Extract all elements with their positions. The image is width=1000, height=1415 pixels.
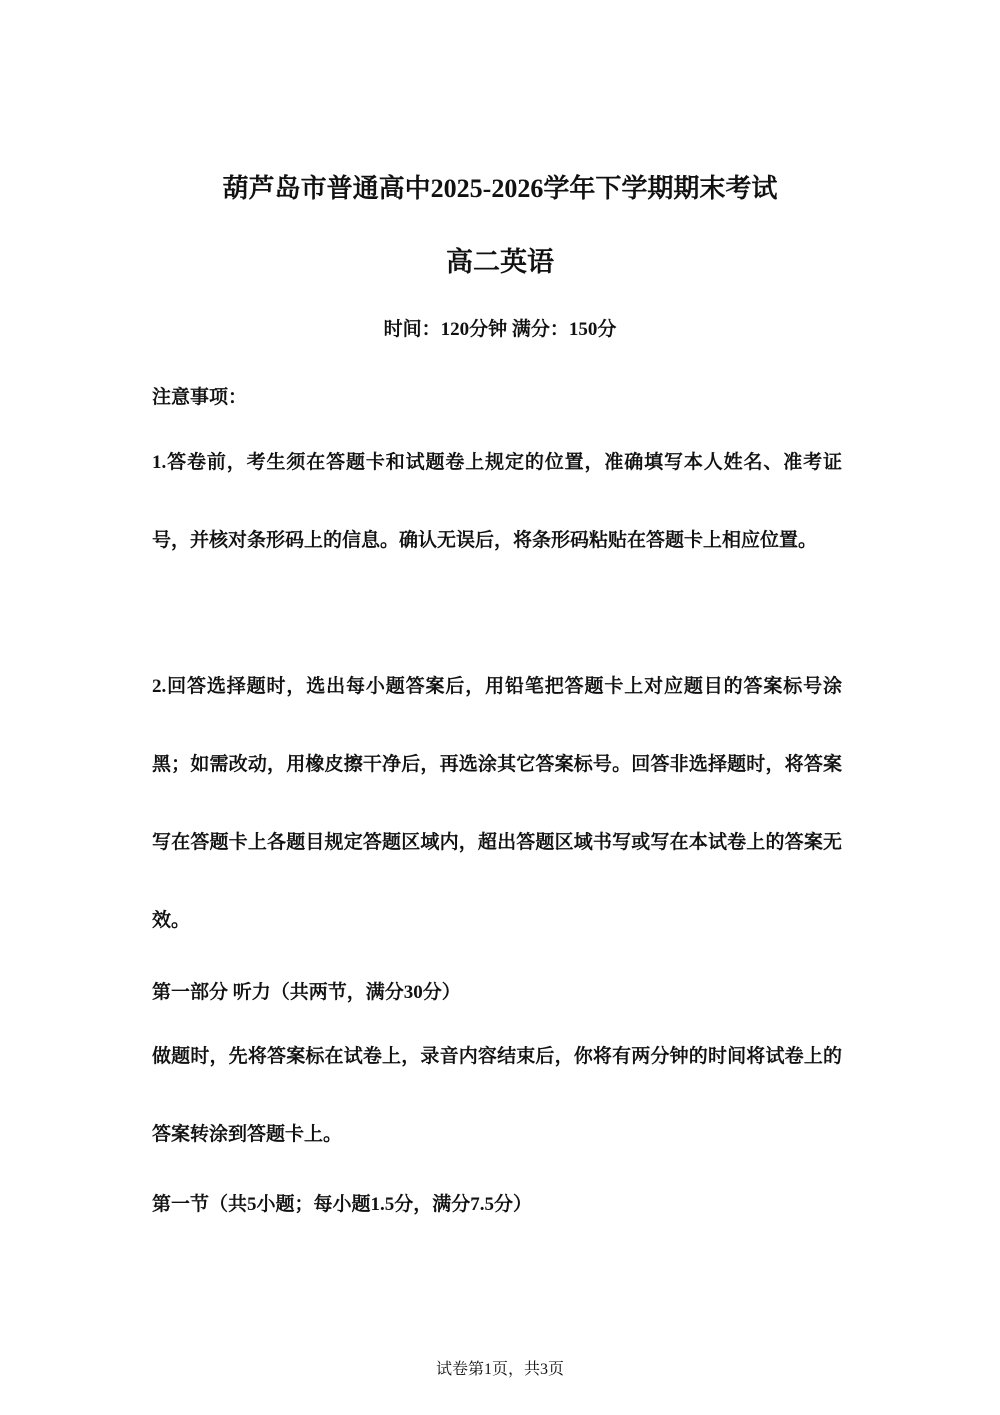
exam-subject: 高二英语 xyxy=(446,247,554,277)
section-1-part-1-heading: 第一节（共5小题；每小题1.5分，满分7.5分） xyxy=(152,1194,533,1215)
section-1-instructions: 做题时，先将答案标在试卷上，录音内容结束后，你将有两分钟的时间将试卷上的答案转涂到答题卡上。 xyxy=(152,1046,842,1145)
exam-time-score: 时间：120分钟 满分：150分 xyxy=(383,319,617,340)
notes-item-2: 2.回答选择题时，选出每小题答案后，用铅笔把答题卡上对应题目的答案标号涂黑；如需改动，用橡皮擦干净后，再选涂其它答案标号。回答非选择题时，将答案写在答题卡上各题目规定答题区域内，超出答题区域书写或写在本试卷上的答案无效。 xyxy=(152,676,842,931)
section-1-heading: 第一部分 听力（共两节，满分30分） xyxy=(152,982,461,1003)
page-footer: 试卷第1页，共3页 xyxy=(435,1361,564,1378)
notes-item-1: 1.答卷前，考生须在答题卡和试题卷上规定的位置，准确填写本人姓名、准考证号，并核对条形码上的信息。确认无误后，将条形码粘贴在答题卡上相应位置。 xyxy=(152,452,842,551)
notes-heading: 注意事项： xyxy=(152,387,248,408)
exam-title: 葫芦岛市普通高中2025-2026学年下学期期末考试 xyxy=(222,174,778,203)
